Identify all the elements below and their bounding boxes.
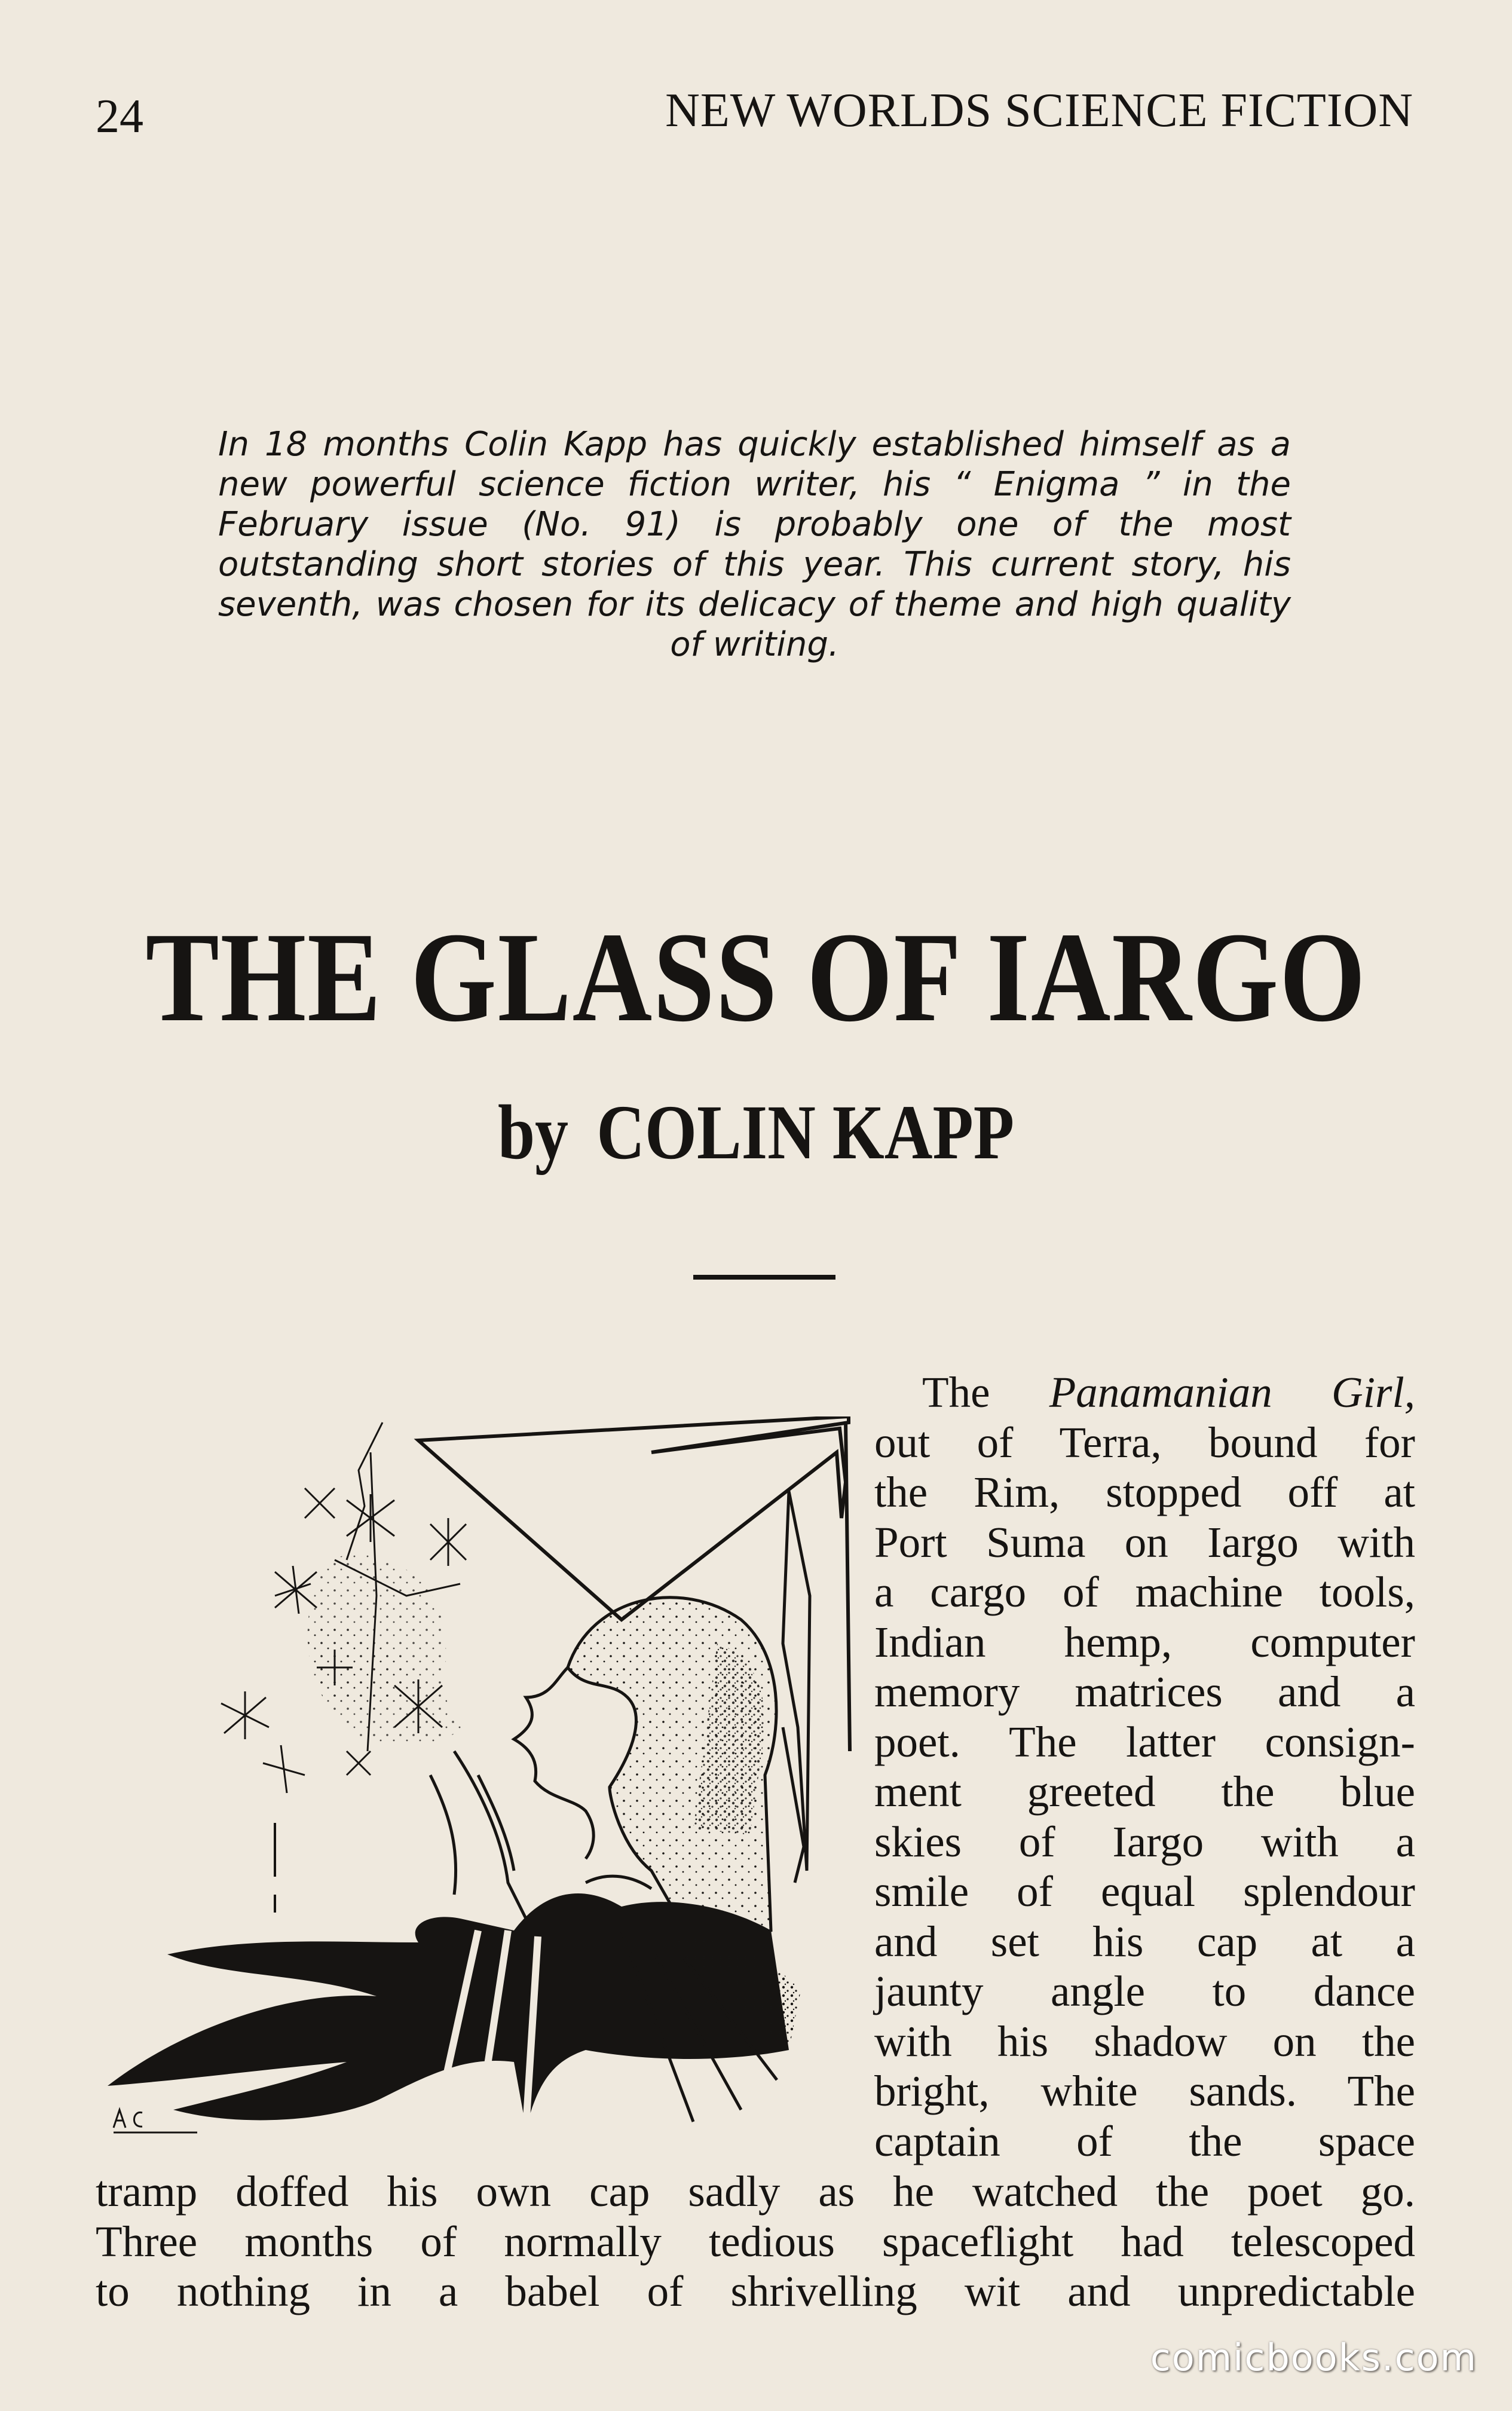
body-line	[874, 1617, 1415, 1667]
article-body-full-width	[96, 2167, 1415, 2317]
body-line-text: a cargo of machine tools,	[874, 1568, 1415, 1616]
body-line-text: Indian hemp, computer	[874, 1617, 1415, 1666]
author-name: COLIN KAPP	[596, 1090, 1015, 1176]
body-line: to nothing in a babel of shrivelling wit and unpredictable	[96, 2267, 1415, 2315]
ship-name: Panamanian Girl,	[1049, 1368, 1415, 1416]
body-line-text: jaunty angle to dance	[874, 1967, 1415, 2015]
body-line	[874, 1567, 1415, 1617]
editorial-intro: In 18 months Colin Kapp has quickly established himself as a new powerful science fiction writer, his “ Enigma ” in the February issue (No. 91) is probably one of the most outstanding short stories of this year. This current story, his seventh, was chosen for its delicacy of theme and high quality of writing.	[218, 425, 1291, 664]
body-line	[874, 1717, 1415, 1767]
body-line-text: poet. The latter consign-	[874, 1717, 1415, 1766]
byline-by: by	[497, 1090, 569, 1176]
figure-with-flower-illustration-icon	[96, 1416, 861, 2152]
body-line	[874, 1867, 1415, 1917]
body-line	[874, 1966, 1415, 2017]
article-body-wrapped	[874, 1367, 1415, 2166]
body-line	[874, 1367, 1415, 1418]
title-rule	[693, 1275, 835, 1280]
magazine-title: NEW WORLDS SCIENCE FICTION	[665, 84, 1413, 137]
body-line	[874, 1467, 1415, 1517]
story-title: THE GLASS OF IARGO	[145, 905, 1367, 1048]
body-line-text: memory matrices and a	[874, 1667, 1415, 1716]
body-line	[874, 1767, 1415, 1817]
body-line	[874, 1817, 1415, 1867]
body-line	[874, 2017, 1415, 2067]
body-line-text: and set his cap at a	[874, 1917, 1415, 1966]
body-line	[874, 1667, 1415, 1717]
body-line	[874, 1917, 1415, 1967]
watermark: comicbooks.com	[1150, 2336, 1477, 2379]
page-number: 24	[96, 90, 143, 143]
body-line-text: out of Terra, bound for	[874, 1418, 1415, 1467]
body-line-text: ment greeted the blue	[874, 1767, 1415, 1816]
body-line-text: bright, white sands. The	[874, 2067, 1415, 2115]
body-line-text: captain of the space	[874, 2116, 1415, 2165]
body-line	[874, 2116, 1415, 2167]
body-line	[874, 1517, 1415, 1568]
body-line	[874, 1418, 1415, 1468]
body-line-text: Port Suma on Iargo with	[874, 1517, 1415, 1566]
body-line	[874, 2066, 1415, 2116]
body-line: tramp doffed his own cap sadly as he watched the poet go.	[96, 2167, 1415, 2216]
body-line-text: with his shadow on the	[874, 2017, 1415, 2066]
body-line-text: The	[922, 1368, 1049, 1416]
body-line-text: the Rim, stopped off at	[874, 1468, 1415, 1516]
byline	[106, 1088, 1406, 1177]
body-line: Three months of normally tedious spaceflight had telescoped	[96, 2217, 1415, 2266]
body-line-text: skies of Iargo with a	[874, 1817, 1415, 1866]
body-line-text: smile of equal splendour	[874, 1867, 1415, 1916]
